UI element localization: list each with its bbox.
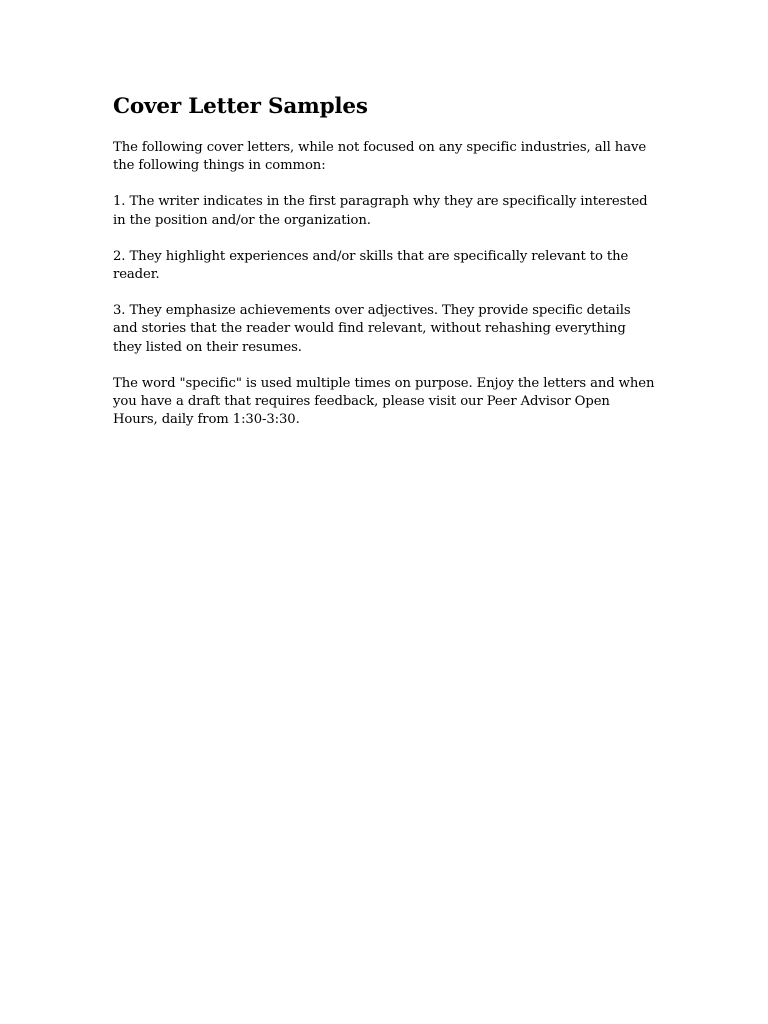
point-three-paragraph: 3. They emphasize achievements over adjectives. They provide specific details and stories that the reader would find relevant, without rehashing everything they listed on their resumes. [113, 303, 631, 355]
document-content [113, 92, 658, 447]
intro-paragraph: The following cover letters, while not focused on any specific industries, all have the following things in common: [113, 140, 647, 174]
closing-paragraph: The word "specific" is used multiple times on purpose. Enjoy the letters and when you have a draft that requires feedback, please visit our Peer Advisor Open Hours, daily from 1:30-3:30. [113, 375, 655, 428]
point-one-paragraph: 1. The writer indicates in the first paragraph why they are specifically interested in the position and/or the organization. [113, 194, 648, 228]
point-two-paragraph: 2. They highlight experiences and/or skills that are specifically relevant to the reader. [113, 248, 629, 283]
document-title: Cover Letter Samples [113, 94, 368, 119]
